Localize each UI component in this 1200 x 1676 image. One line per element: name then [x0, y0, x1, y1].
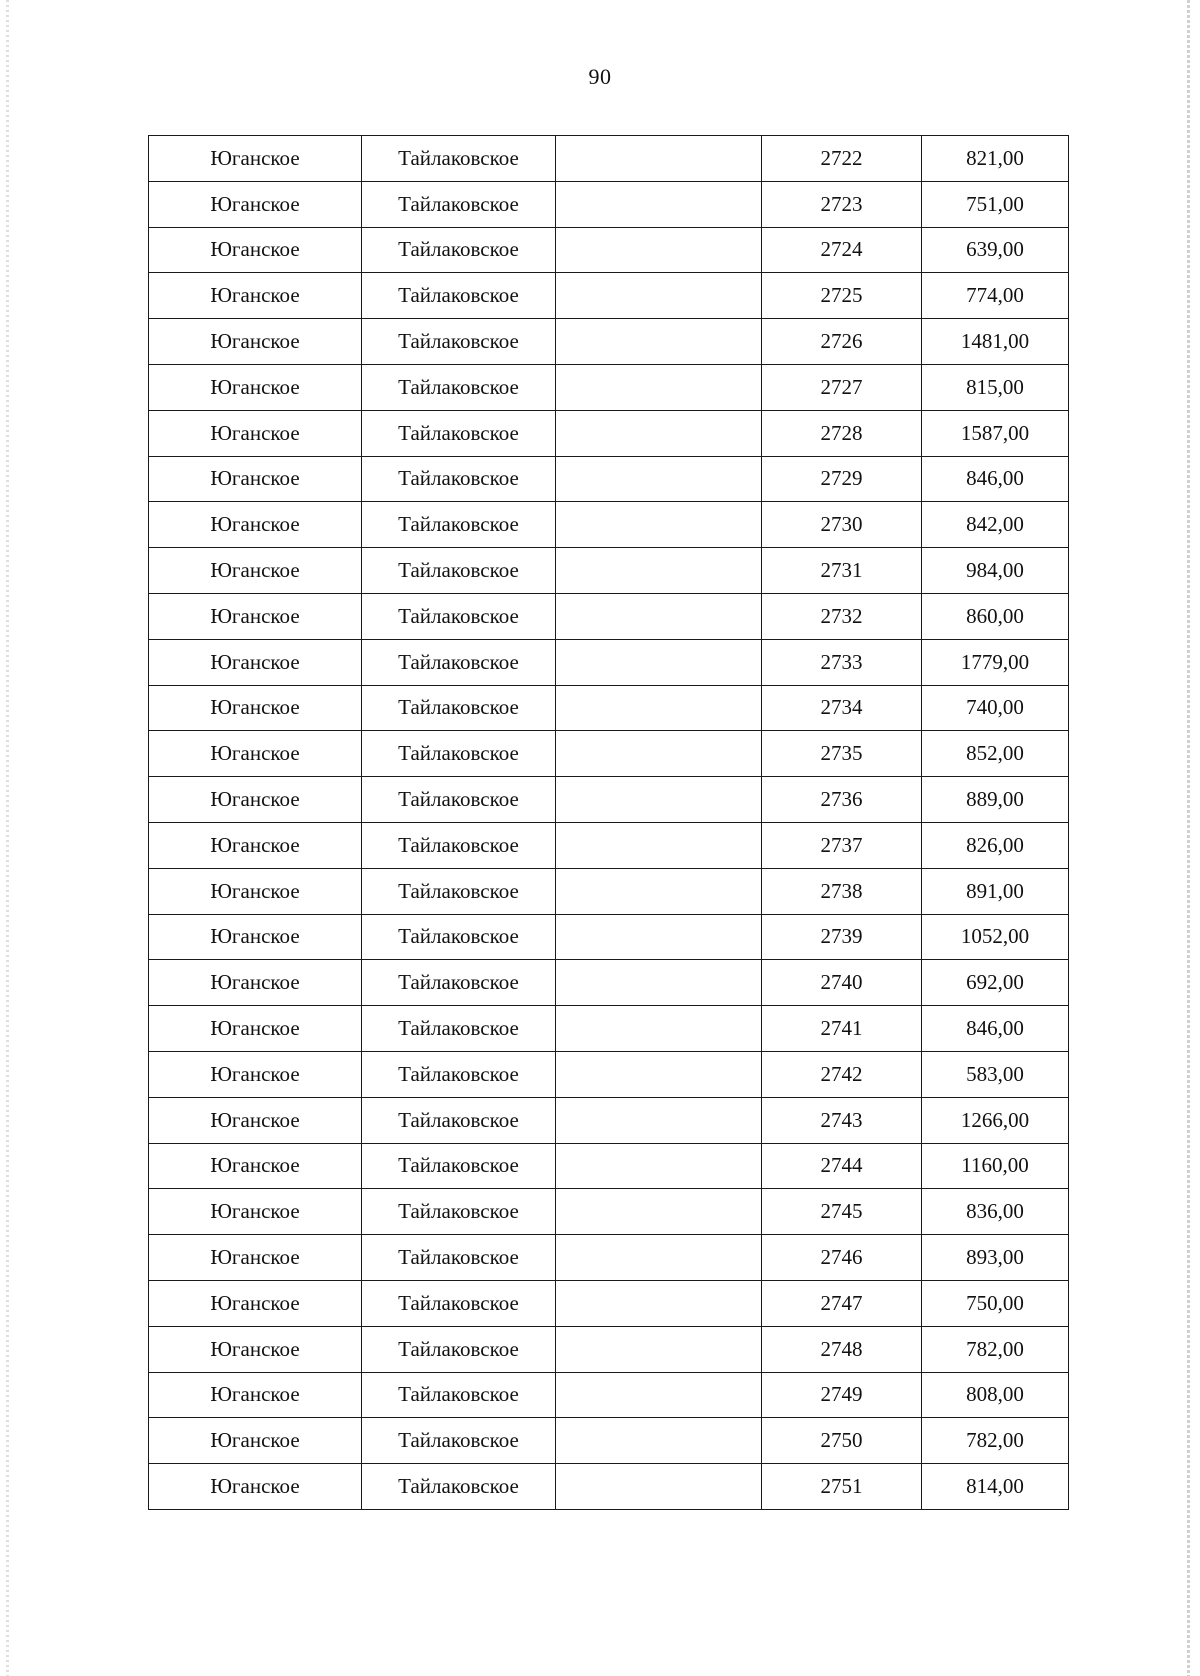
- table-row: [149, 1235, 1069, 1281]
- cell-note: [556, 1326, 762, 1372]
- cell-number: 2750: [762, 1418, 922, 1464]
- cell-note: [556, 1189, 762, 1235]
- table-row: [149, 456, 1069, 502]
- cell-note: [556, 1280, 762, 1326]
- cell-note: [556, 685, 762, 731]
- table-row: [149, 1006, 1069, 1052]
- cell-area: Тайлаковское: [362, 1372, 556, 1418]
- cell-number: 2744: [762, 1143, 922, 1189]
- cell-area: Тайлаковское: [362, 1097, 556, 1143]
- table-row: [149, 1280, 1069, 1326]
- table-row: [149, 548, 1069, 594]
- cell-field: Юганское: [149, 731, 362, 777]
- table-row: [149, 960, 1069, 1006]
- cell-field: Юганское: [149, 1464, 362, 1510]
- cell-note: [556, 456, 762, 502]
- table-row: [149, 410, 1069, 456]
- cell-number: 2725: [762, 273, 922, 319]
- cell-field: Юганское: [149, 685, 362, 731]
- cell-number: 2742: [762, 1051, 922, 1097]
- cell-area: Тайлаковское: [362, 502, 556, 548]
- cell-note: [556, 639, 762, 685]
- cell-number: 2747: [762, 1280, 922, 1326]
- cell-value: 782,00: [922, 1326, 1069, 1372]
- table-row: [149, 181, 1069, 227]
- cell-number: 2736: [762, 777, 922, 823]
- cell-area: Тайлаковское: [362, 1326, 556, 1372]
- table-row: [149, 639, 1069, 685]
- table-row: [149, 822, 1069, 868]
- cell-value: 814,00: [922, 1464, 1069, 1510]
- cell-note: [556, 1372, 762, 1418]
- cell-number: 2724: [762, 227, 922, 273]
- cell-value: 984,00: [922, 548, 1069, 594]
- cell-note: [556, 1235, 762, 1281]
- cell-field: Юганское: [149, 548, 362, 594]
- cell-value: 774,00: [922, 273, 1069, 319]
- scan-edge-left: [6, 0, 9, 1676]
- cell-value: 782,00: [922, 1418, 1069, 1464]
- cell-note: [556, 1464, 762, 1510]
- cell-value: 821,00: [922, 136, 1069, 182]
- cell-note: [556, 273, 762, 319]
- table-row: [149, 1418, 1069, 1464]
- cell-field: Юганское: [149, 502, 362, 548]
- table-row: [149, 1372, 1069, 1418]
- table-row: [149, 868, 1069, 914]
- table-row: [149, 227, 1069, 273]
- cell-number: 2723: [762, 181, 922, 227]
- cell-value: 860,00: [922, 593, 1069, 639]
- cell-field: Юганское: [149, 1143, 362, 1189]
- cell-field: Юганское: [149, 227, 362, 273]
- cell-number: 2735: [762, 731, 922, 777]
- cell-number: 2722: [762, 136, 922, 182]
- cell-area: Тайлаковское: [362, 1235, 556, 1281]
- cell-area: Тайлаковское: [362, 1189, 556, 1235]
- cell-area: Тайлаковское: [362, 548, 556, 594]
- cell-value: 836,00: [922, 1189, 1069, 1235]
- cell-note: [556, 1143, 762, 1189]
- cell-number: 2746: [762, 1235, 922, 1281]
- cell-number: 2751: [762, 1464, 922, 1510]
- cell-area: Тайлаковское: [362, 731, 556, 777]
- cell-note: [556, 593, 762, 639]
- cell-number: 2731: [762, 548, 922, 594]
- cell-value: 852,00: [922, 731, 1069, 777]
- table-row: [149, 273, 1069, 319]
- cell-area: Тайлаковское: [362, 410, 556, 456]
- cell-value: 1160,00: [922, 1143, 1069, 1189]
- cell-field: Юганское: [149, 1280, 362, 1326]
- cell-value: 815,00: [922, 364, 1069, 410]
- table-row: [149, 1051, 1069, 1097]
- cell-note: [556, 410, 762, 456]
- table-row: [149, 914, 1069, 960]
- table-row: [149, 1326, 1069, 1372]
- cell-field: Юганское: [149, 868, 362, 914]
- cell-area: Тайлаковское: [362, 319, 556, 365]
- table-row: [149, 1143, 1069, 1189]
- cell-note: [556, 777, 762, 823]
- cell-number: 2740: [762, 960, 922, 1006]
- cell-note: [556, 731, 762, 777]
- cell-value: 1052,00: [922, 914, 1069, 960]
- cell-area: Тайлаковское: [362, 914, 556, 960]
- cell-note: [556, 502, 762, 548]
- cell-number: 2726: [762, 319, 922, 365]
- cell-field: Юганское: [149, 1189, 362, 1235]
- cell-field: Юганское: [149, 1097, 362, 1143]
- cell-field: Юганское: [149, 319, 362, 365]
- cell-area: Тайлаковское: [362, 1418, 556, 1464]
- cell-number: 2743: [762, 1097, 922, 1143]
- cell-number: 2748: [762, 1326, 922, 1372]
- cell-value: 1587,00: [922, 410, 1069, 456]
- cell-number: 2727: [762, 364, 922, 410]
- cell-field: Юганское: [149, 822, 362, 868]
- cell-number: 2738: [762, 868, 922, 914]
- cell-area: Тайлаковское: [362, 1464, 556, 1510]
- cell-field: Юганское: [149, 136, 362, 182]
- cell-note: [556, 868, 762, 914]
- data-table: [148, 135, 1069, 1510]
- cell-area: Тайлаковское: [362, 364, 556, 410]
- cell-value: 751,00: [922, 181, 1069, 227]
- cell-number: 2728: [762, 410, 922, 456]
- cell-value: 583,00: [922, 1051, 1069, 1097]
- cell-field: Юганское: [149, 960, 362, 1006]
- cell-field: Юганское: [149, 410, 362, 456]
- cell-area: Тайлаковское: [362, 456, 556, 502]
- cell-note: [556, 136, 762, 182]
- cell-value: 750,00: [922, 1280, 1069, 1326]
- cell-number: 2734: [762, 685, 922, 731]
- cell-note: [556, 822, 762, 868]
- cell-area: Тайлаковское: [362, 227, 556, 273]
- cell-value: 1481,00: [922, 319, 1069, 365]
- cell-field: Юганское: [149, 1006, 362, 1052]
- cell-note: [556, 181, 762, 227]
- cell-area: Тайлаковское: [362, 136, 556, 182]
- cell-number: 2733: [762, 639, 922, 685]
- cell-area: Тайлаковское: [362, 181, 556, 227]
- cell-value: 1266,00: [922, 1097, 1069, 1143]
- cell-area: Тайлаковское: [362, 822, 556, 868]
- cell-area: Тайлаковское: [362, 1051, 556, 1097]
- cell-field: Юганское: [149, 914, 362, 960]
- cell-note: [556, 960, 762, 1006]
- cell-number: 2749: [762, 1372, 922, 1418]
- cell-area: Тайлаковское: [362, 593, 556, 639]
- cell-value: 826,00: [922, 822, 1069, 868]
- cell-note: [556, 1097, 762, 1143]
- cell-field: Юганское: [149, 593, 362, 639]
- cell-area: Тайлаковское: [362, 868, 556, 914]
- cell-field: Юганское: [149, 364, 362, 410]
- cell-area: Тайлаковское: [362, 685, 556, 731]
- cell-number: 2729: [762, 456, 922, 502]
- cell-number: 2737: [762, 822, 922, 868]
- table-row: [149, 1464, 1069, 1510]
- cell-field: Юганское: [149, 456, 362, 502]
- page-number: 90: [588, 64, 612, 89]
- cell-area: Тайлаковское: [362, 960, 556, 1006]
- cell-note: [556, 364, 762, 410]
- cell-note: [556, 1051, 762, 1097]
- table-row: [149, 777, 1069, 823]
- scan-edge-right: [1187, 0, 1190, 1676]
- cell-value: 1779,00: [922, 639, 1069, 685]
- cell-note: [556, 548, 762, 594]
- cell-number: 2730: [762, 502, 922, 548]
- cell-field: Юганское: [149, 181, 362, 227]
- cell-area: Тайлаковское: [362, 1006, 556, 1052]
- table-row: [149, 136, 1069, 182]
- cell-value: 889,00: [922, 777, 1069, 823]
- cell-field: Юганское: [149, 777, 362, 823]
- cell-number: 2745: [762, 1189, 922, 1235]
- cell-value: 893,00: [922, 1235, 1069, 1281]
- cell-note: [556, 319, 762, 365]
- table-row: [149, 593, 1069, 639]
- cell-note: [556, 1006, 762, 1052]
- cell-area: Тайлаковское: [362, 1280, 556, 1326]
- cell-field: Юганское: [149, 1051, 362, 1097]
- table-row: [149, 731, 1069, 777]
- table-row: [149, 1097, 1069, 1143]
- cell-field: Юганское: [149, 273, 362, 319]
- cell-area: Тайлаковское: [362, 1143, 556, 1189]
- table-row: [149, 685, 1069, 731]
- cell-field: Юганское: [149, 639, 362, 685]
- table-row: [149, 502, 1069, 548]
- cell-value: 740,00: [922, 685, 1069, 731]
- table-row: [149, 364, 1069, 410]
- cell-value: 808,00: [922, 1372, 1069, 1418]
- cell-number: 2739: [762, 914, 922, 960]
- cell-note: [556, 1418, 762, 1464]
- cell-field: Юганское: [149, 1372, 362, 1418]
- cell-field: Юганское: [149, 1418, 362, 1464]
- cell-value: 846,00: [922, 456, 1069, 502]
- table-row: [149, 1189, 1069, 1235]
- cell-area: Тайлаковское: [362, 273, 556, 319]
- cell-value: 891,00: [922, 868, 1069, 914]
- cell-area: Тайлаковское: [362, 639, 556, 685]
- cell-area: Тайлаковское: [362, 777, 556, 823]
- cell-field: Юганское: [149, 1326, 362, 1372]
- table-body: [149, 136, 1069, 1510]
- cell-note: [556, 914, 762, 960]
- cell-number: 2741: [762, 1006, 922, 1052]
- cell-value: 692,00: [922, 960, 1069, 1006]
- cell-value: 846,00: [922, 1006, 1069, 1052]
- cell-field: Юганское: [149, 1235, 362, 1281]
- cell-value: 639,00: [922, 227, 1069, 273]
- cell-number: 2732: [762, 593, 922, 639]
- table-row: [149, 319, 1069, 365]
- cell-value: 842,00: [922, 502, 1069, 548]
- cell-note: [556, 227, 762, 273]
